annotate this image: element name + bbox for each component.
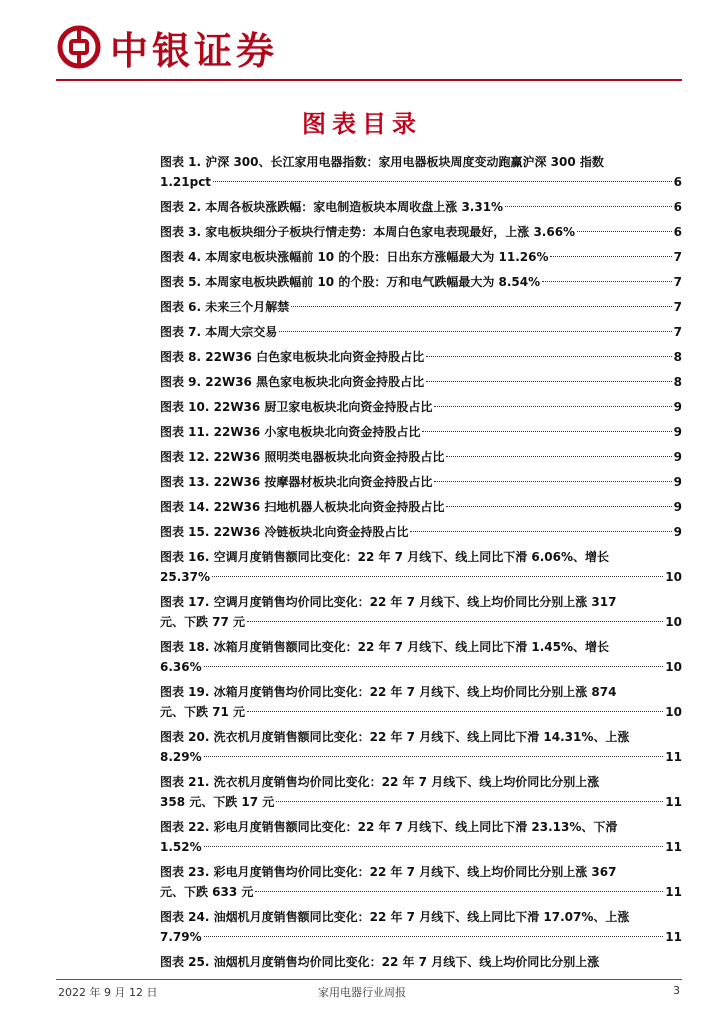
toc-entry-line bbox=[160, 567, 682, 587]
toc-page-number: 10 bbox=[665, 615, 682, 629]
table-of-figures bbox=[160, 152, 682, 977]
toc-entry-text: 图表 5. 本周家电板块跌幅前 10 的个股：万和电气跌幅最大为 8.54% bbox=[160, 275, 541, 289]
brand-name: 中银证券 bbox=[110, 27, 279, 73]
toc-entry[interactable] bbox=[160, 772, 682, 812]
toc-entry-text: 元、下跌 77 元 bbox=[160, 615, 246, 629]
page-title: 图表目录 bbox=[302, 109, 422, 138]
toc-entry[interactable] bbox=[160, 862, 682, 902]
toc-entry-title: 图表 1. 沪深 300、长江家用电器指数：家用电器板块周度变动跑赢沪深 300 指数 bbox=[160, 155, 604, 169]
toc-page-number: 6 bbox=[673, 175, 682, 189]
toc-entry[interactable] bbox=[160, 727, 682, 767]
toc-entry-line bbox=[160, 222, 682, 242]
toc-entry-line bbox=[160, 472, 682, 492]
toc-leader-dots bbox=[550, 256, 671, 257]
toc-page-number: 10 bbox=[665, 570, 682, 584]
toc-leader-dots bbox=[446, 456, 671, 457]
toc-entry[interactable] bbox=[160, 272, 682, 292]
toc-entry-line bbox=[160, 447, 682, 467]
toc-entry-title: 图表 20. 洗衣机月度销售额同比变化：22 年 7 月线下、线上同比下滑 14.31%、上涨 bbox=[160, 730, 630, 744]
toc-entry-line bbox=[160, 792, 682, 812]
toc-entry[interactable] bbox=[160, 817, 682, 857]
toc-entry[interactable] bbox=[160, 372, 682, 392]
toc-entry[interactable] bbox=[160, 497, 682, 517]
header bbox=[56, 22, 278, 72]
toc-entry[interactable] bbox=[160, 472, 682, 492]
toc-entry[interactable] bbox=[160, 907, 682, 947]
toc-entry-line bbox=[160, 522, 682, 542]
toc-entry-line bbox=[160, 702, 682, 722]
toc-entry-text: 元、下跌 71 元 bbox=[160, 705, 246, 719]
toc-entry-text: 6.36% bbox=[160, 660, 202, 674]
bank-of-china-logo-icon bbox=[56, 24, 102, 70]
toc-page-number: 10 bbox=[665, 705, 682, 719]
toc-page-number: 9 bbox=[673, 525, 682, 539]
toc-entry[interactable] bbox=[160, 547, 682, 587]
toc-entry-line bbox=[160, 747, 682, 767]
toc-page-number: 11 bbox=[665, 885, 682, 899]
toc-leader-dots bbox=[204, 756, 664, 757]
toc-entry[interactable] bbox=[160, 447, 682, 467]
toc-entry[interactable] bbox=[160, 247, 682, 267]
toc-entry-line bbox=[160, 612, 682, 632]
toc-entry-line bbox=[160, 172, 682, 192]
toc-entry-title: 图表 24. 油烟机月度销售额同比变化：22 年 7 月线下、线上同比下滑 17.07%、上涨 bbox=[160, 910, 630, 924]
footer-doc-type: 家用电器行业周报 bbox=[318, 986, 406, 999]
toc-entry-text: 元、下跌 633 元 bbox=[160, 885, 254, 899]
toc-entry-text: 图表 11. 22W36 小家电板块北向资金持股占比 bbox=[160, 425, 421, 439]
toc-entry-line bbox=[160, 272, 682, 292]
toc-entry-line bbox=[160, 197, 682, 217]
toc-leader-dots bbox=[505, 206, 672, 207]
toc-entry-title: 图表 21. 洗衣机月度销售均价同比变化：22 年 7 月线下、线上均价同比分别上涨 bbox=[160, 775, 600, 789]
toc-entry[interactable] bbox=[160, 297, 682, 317]
toc-page-number: 9 bbox=[673, 500, 682, 514]
toc-entry[interactable] bbox=[160, 592, 682, 632]
toc-entry-text: 图表 13. 22W36 按摩器材板块北向资金持股占比 bbox=[160, 475, 433, 489]
toc-entry-line bbox=[160, 347, 682, 367]
toc-entry-text: 图表 6. 未来三个月解禁 bbox=[160, 300, 290, 314]
toc-entry-title: 图表 18. 冰箱月度销售额同比变化：22 年 7 月线下、线上同比下滑 1.45%、增长 bbox=[160, 640, 610, 654]
toc-page-number: 6 bbox=[673, 200, 682, 214]
toc-leader-dots bbox=[410, 531, 671, 532]
toc-entry-title: 图表 19. 冰箱月度销售均价同比变化：22 年 7 月线下、线上均价同比分别上涨 874 bbox=[160, 685, 617, 699]
toc-leader-dots bbox=[434, 406, 671, 407]
toc-entry-line bbox=[160, 927, 682, 947]
toc-entry[interactable] bbox=[160, 322, 682, 342]
toc-entry[interactable] bbox=[160, 637, 682, 677]
toc-page-number: 11 bbox=[665, 840, 682, 854]
toc-page-number: 7 bbox=[673, 250, 682, 264]
toc-entry[interactable] bbox=[160, 397, 682, 417]
toc-entry-title: 图表 23. 彩电月度销售均价同比变化：22 年 7 月线下、线上均价同比分别上涨 367 bbox=[160, 865, 617, 879]
toc-leader-dots bbox=[204, 846, 664, 847]
toc-entry-line bbox=[160, 397, 682, 417]
toc-entry-line bbox=[160, 372, 682, 392]
footer-page-number: 3 bbox=[673, 984, 680, 997]
toc-leader-dots bbox=[422, 431, 671, 432]
toc-leader-dots bbox=[255, 891, 663, 892]
toc-entry-text: 图表 4. 本周家电板块涨幅前 10 的个股：日出东方涨幅最大为 11.26% bbox=[160, 250, 549, 264]
toc-page-number: 6 bbox=[673, 225, 682, 239]
toc-page-number: 7 bbox=[673, 300, 682, 314]
toc-leader-dots bbox=[542, 281, 672, 282]
toc-page-number: 11 bbox=[665, 795, 682, 809]
toc-entry-text: 图表 15. 22W36 冷链板块北向资金持股占比 bbox=[160, 525, 409, 539]
toc-entry-text: 图表 9. 22W36 黑色家电板块北向资金持股占比 bbox=[160, 375, 425, 389]
toc-entry-title: 图表 16. 空调月度销售额同比变化：22 年 7 月线下、线上同比下滑 6.06%、增长 bbox=[160, 550, 610, 564]
toc-entry[interactable] bbox=[160, 347, 682, 367]
toc-page-number: 9 bbox=[673, 475, 682, 489]
toc-entry-text: 图表 10. 22W36 厨卫家电板块北向资金持股占比 bbox=[160, 400, 433, 414]
toc-entry-text: 358 元、下跌 17 元 bbox=[160, 795, 275, 809]
toc-leader-dots bbox=[276, 801, 663, 802]
toc-entry-title: 图表 22. 彩电月度销售额同比变化：22 年 7 月线下、线上同比下滑 23.13%、下滑 bbox=[160, 820, 618, 834]
toc-leader-dots bbox=[212, 576, 663, 577]
toc-page-number: 9 bbox=[673, 400, 682, 414]
toc-entry-text: 1.21pct bbox=[160, 175, 212, 189]
toc-entry-title: 图表 25. 油烟机月度销售均价同比变化：22 年 7 月线下、线上均价同比分别上涨 bbox=[160, 955, 600, 969]
toc-page-number: 10 bbox=[665, 660, 682, 674]
toc-entry-text: 图表 2. 本周各板块涨跌幅：家电制造板块本周收盘上涨 3.31% bbox=[160, 200, 504, 214]
toc-entry-line bbox=[160, 882, 682, 902]
toc-leader-dots bbox=[279, 331, 671, 332]
toc-entry-text: 图表 3. 家电板块细分子板块行情走势：本周白色家电表现最好，上涨 3.66% bbox=[160, 225, 576, 239]
toc-entry-text: 图表 8. 22W36 白色家电板块北向资金持股占比 bbox=[160, 350, 425, 364]
toc-entry-title: 图表 17. 空调月度销售均价同比变化：22 年 7 月线下、线上均价同比分别上涨 317 bbox=[160, 595, 617, 609]
toc-entry-line bbox=[160, 657, 682, 677]
footer-date: 2022 年 9 月 12 日 bbox=[58, 986, 158, 999]
footer-divider bbox=[56, 979, 682, 980]
toc-entry-line bbox=[160, 297, 682, 317]
toc-entry-text: 图表 7. 本周大宗交易 bbox=[160, 325, 278, 339]
toc-entry[interactable] bbox=[160, 522, 682, 542]
toc-page-number: 8 bbox=[673, 350, 682, 364]
toc-leader-dots bbox=[434, 481, 671, 482]
toc-entry[interactable] bbox=[160, 422, 682, 442]
toc-entry[interactable] bbox=[160, 682, 682, 722]
toc-page-number: 9 bbox=[673, 450, 682, 464]
toc-entry-line bbox=[160, 422, 682, 442]
toc-page-number: 8 bbox=[673, 375, 682, 389]
toc-entry-text: 1.52% bbox=[160, 840, 202, 854]
toc-page-number: 9 bbox=[673, 425, 682, 439]
toc-leader-dots bbox=[577, 231, 672, 232]
toc-entry-line bbox=[160, 497, 682, 517]
toc-entry[interactable] bbox=[160, 222, 682, 242]
toc-page-number: 11 bbox=[665, 930, 682, 944]
toc-leader-dots bbox=[204, 936, 664, 937]
toc-entry-line bbox=[160, 247, 682, 267]
header-divider bbox=[56, 79, 682, 81]
toc-leader-dots bbox=[247, 711, 663, 712]
toc-leader-dots bbox=[446, 506, 671, 507]
toc-entry-text: 7.79% bbox=[160, 930, 202, 944]
toc-page-number: 11 bbox=[665, 750, 682, 764]
toc-leader-dots bbox=[291, 306, 671, 307]
toc-leader-dots bbox=[426, 381, 672, 382]
toc-entry-line bbox=[160, 322, 682, 342]
toc-leader-dots bbox=[247, 621, 663, 622]
toc-entry[interactable] bbox=[160, 152, 682, 192]
toc-leader-dots bbox=[213, 181, 672, 182]
toc-entry-text: 8.29% bbox=[160, 750, 202, 764]
toc-leader-dots bbox=[426, 356, 672, 357]
toc-entry[interactable] bbox=[160, 952, 682, 972]
toc-leader-dots bbox=[204, 666, 664, 667]
toc-entry-text: 25.37% bbox=[160, 570, 210, 584]
toc-entry[interactable] bbox=[160, 197, 682, 217]
toc-page-number: 7 bbox=[673, 275, 682, 289]
toc-entry-text: 图表 14. 22W36 扫地机器人板块北向资金持股占比 bbox=[160, 500, 445, 514]
toc-entry-line bbox=[160, 837, 682, 857]
toc-page-number: 7 bbox=[673, 325, 682, 339]
toc-entry-text: 图表 12. 22W36 照明类电器板块北向资金持股占比 bbox=[160, 450, 445, 464]
